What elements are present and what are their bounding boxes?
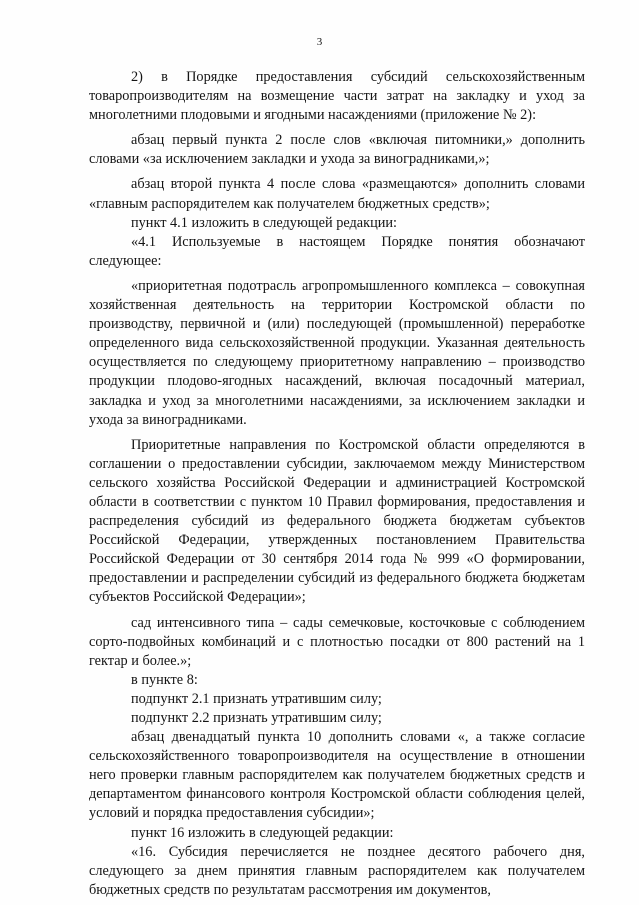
paragraph-point-10: абзац двенадцатый пункта 10 дополнить словами «, а также согласие сельскохозяйственного товаропроизводителя на осуществление в отношении него проверки главным распорядителем как получателем бюджетных средств и департаментом финансового контроля Костромской области соблюдения целей, условий и порядка предоставления субсидии»; <box>89 729 585 822</box>
document-body <box>89 68 585 900</box>
page-number: 3 <box>316 36 323 48</box>
paragraph-priority-directions: Приоритетные направления по Костромской области определяются в соглашении о предоставлении субсидии, заключаемом между Министерством сельского хозяйства Российской Федерации и администрацией Костромской области в соответствии с пунктом 10 Правил формирования, предоставления и распределения субсидий из федерального бюджета бюджетам субъектов Российской Федерации, утвержденных постановлением Правительства Российской Федерации от 30 сентября 2014 года № 999 «О формировании, предоставлении и распределении субсидий из федерального бюджета бюджетам субъектов Российской Федерации»; <box>89 436 585 606</box>
paragraph-point-4: абзац второй пункта 4 после слова «размещаются» дополнить словами «главным распорядителем как получателем бюджетных средств»; <box>89 176 585 212</box>
paragraph-amendment-2: 2) в Порядке предоставления субсидий сельскохозяйственным товаропроизводителям на возмещение части затрат на закладку и уход за многолетними плодовыми и ягодными насаждениями (приложение № 2): <box>89 69 585 124</box>
paragraph-4-1: «4.1 Используемые в настоящем Порядке понятия обозначают следующее: <box>89 233 585 269</box>
paragraph-subpoint-2-1: подпункт 2.1 признать утратившим силу; <box>131 690 382 707</box>
paragraph-subpoint-2-2: подпункт 2.2 признать утратившим силу; <box>131 710 382 726</box>
paragraph-intensive-garden: сад интенсивного типа – сады семечковые, косточковые с соблюдением сорто-подвойных комбинаций и с плотностью посадки от 800 растений на 1 гектар и более.»; <box>89 614 585 669</box>
paragraph-point-4-1-intro: пункт 4.1 изложить в следующей редакции: <box>131 214 398 231</box>
paragraph-point-2: абзац первый пункта 2 после слов «включая питомники,» дополнить словами «за исключением закладки и ухода за виноградниками,»; <box>89 132 585 168</box>
paragraph-point-16: «16. Субсидия перечисляется не позднее десятого рабочего дня, следующего за днем принятия главным распорядителем как получателем бюджетных средств по результатам рассмотрения им документов, <box>89 843 585 898</box>
paragraph-point-16-intro: пункт 16 изложить в следующей редакции: <box>131 824 394 841</box>
paragraph-priority-subsector: «приоритетная подотрасль агропромышленного комплекса – совокупная хозяйственная деятельность на территории Костромской области по производству, первичной и (или) последующей (промышленной) переработке определенного вида сельскохозяйственной продукции. Указанная деятельность осуществляется по следующему приоритетному направлению – производство продукции плодово-ягодных насаждений, включая посадочный материал, закладка и уход за многолетними насаждениями, за исключением закладки и ухода за виноградниками. <box>89 277 585 428</box>
paragraph-point-8: в пункте 8: <box>131 671 198 688</box>
